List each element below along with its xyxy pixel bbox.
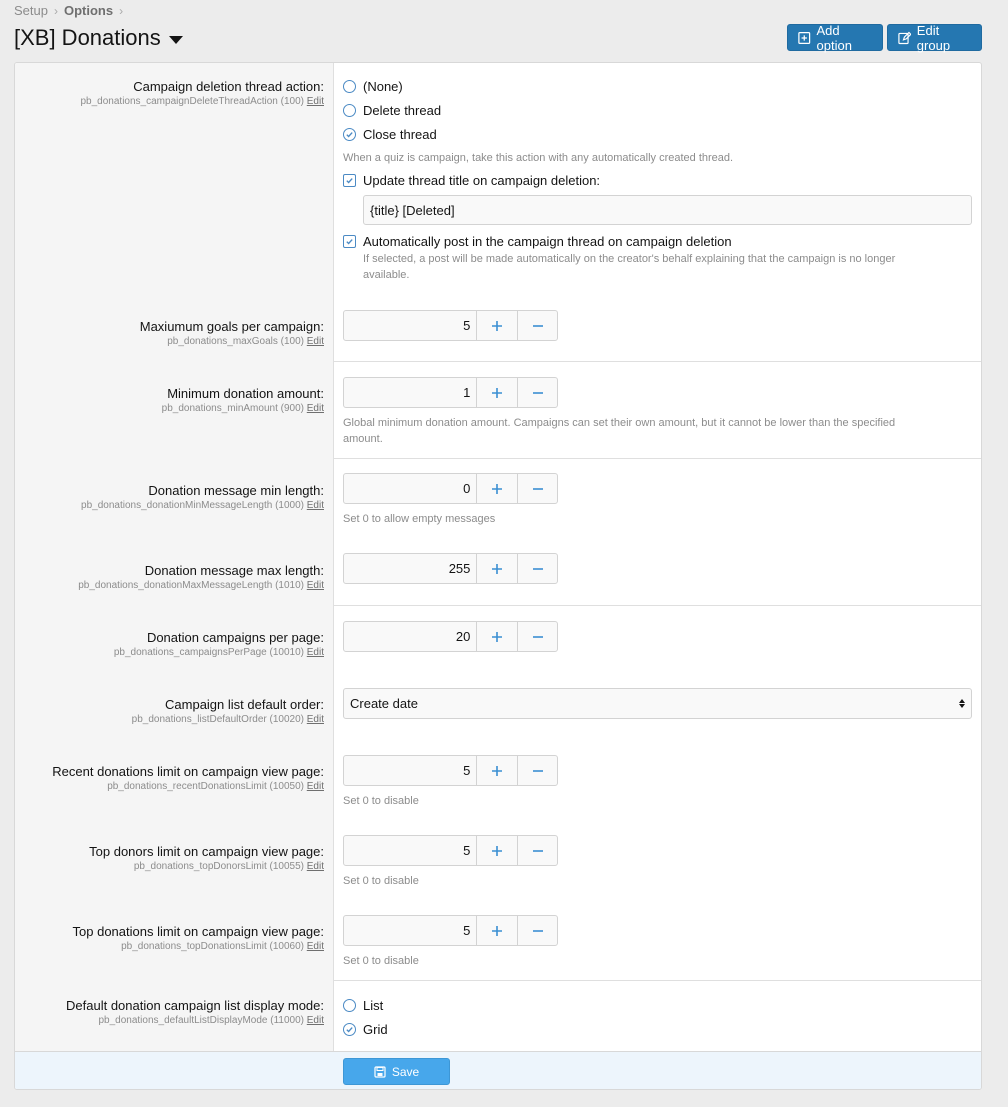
- option-label-block: [114, 630, 324, 658]
- top-donors-limit-stepper: [343, 835, 558, 866]
- option-hint: When a quiz is campaign, take this action with any automatically created thread.: [343, 152, 734, 164]
- recent-donations-limit-stepper: [343, 755, 558, 786]
- save-icon: [374, 1066, 386, 1078]
- minus-icon: [532, 925, 544, 937]
- increment-button[interactable]: [477, 378, 517, 407]
- option-key: pb_donations_minAmount (900) Edit: [161, 403, 324, 414]
- options-panel: [14, 62, 982, 1090]
- increment-button[interactable]: [477, 916, 517, 945]
- option-label-block: [66, 998, 324, 1026]
- radio-checked-icon: [343, 1023, 356, 1036]
- option-key: pb_donations_defaultListDisplayMode (11000) Edit: [98, 1015, 324, 1026]
- radio-option-grid[interactable]: Grid: [343, 1022, 388, 1037]
- min-message-length-stepper: [343, 473, 558, 504]
- decrement-button[interactable]: [517, 756, 557, 785]
- minus-icon: [532, 320, 544, 332]
- option-hint: Global minimum donation amount. Campaigns can set their own amount, but it cannot be lower than the specified amount.: [343, 417, 896, 445]
- option-label-block: [132, 697, 324, 725]
- edit-link[interactable]: Edit: [306, 647, 324, 658]
- option-key: pb_donations_campaignsPerPage (10010) Edit: [113, 647, 324, 658]
- option-label: Donation campaigns per page:: [146, 630, 324, 645]
- edit-link[interactable]: Edit: [306, 941, 324, 952]
- decrement-button[interactable]: [517, 378, 557, 407]
- edit-link[interactable]: Edit: [306, 714, 324, 725]
- stepper-value[interactable]: 5: [344, 756, 477, 785]
- default-order-select[interactable]: [343, 688, 972, 719]
- option-hint: Set 0 to disable: [343, 875, 419, 887]
- radio-unchecked-icon: [343, 104, 356, 117]
- max-goals-stepper: [343, 310, 558, 341]
- page-title-text: [XB] Donations: [14, 25, 161, 50]
- stepper-value[interactable]: 255: [344, 554, 477, 583]
- divider: [334, 980, 982, 981]
- edit-link[interactable]: Edit: [306, 336, 324, 347]
- radio-option-delete-thread[interactable]: Delete thread: [343, 103, 441, 118]
- plus-icon: [491, 320, 503, 332]
- divider: [334, 361, 982, 362]
- increment-button[interactable]: [477, 836, 517, 865]
- edit-link[interactable]: Edit: [306, 861, 324, 872]
- decrement-button[interactable]: [517, 311, 557, 340]
- breadcrumb: [14, 3, 123, 18]
- edit-icon: [898, 31, 911, 45]
- option-label-block: [81, 483, 324, 511]
- divider: [334, 605, 982, 606]
- plus-icon: [491, 925, 503, 937]
- radio-option-list[interactable]: List: [343, 998, 383, 1013]
- add-option-label: Add option: [816, 22, 852, 53]
- plus-icon: [491, 387, 503, 399]
- option-key: pb_donations_topDonorsLimit (10055) Edit: [133, 861, 324, 872]
- edit-group-button[interactable]: [887, 24, 982, 51]
- edit-link[interactable]: Edit: [306, 500, 324, 511]
- option-label: Top donors limit on campaign view page:: [89, 844, 324, 859]
- plus-icon: [491, 563, 503, 575]
- option-key: pb_donations_recentDonationsLimit (10050) Edit: [107, 781, 324, 792]
- option-hint: Set 0 to disable: [343, 795, 419, 807]
- edit-link[interactable]: Edit: [306, 580, 324, 591]
- chevron-right-icon: ›: [53, 3, 58, 18]
- option-label: Donation message max length:: [144, 563, 324, 578]
- max-message-length-stepper: [343, 553, 558, 584]
- option-label-block: [162, 386, 324, 414]
- edit-link[interactable]: Edit: [306, 781, 324, 792]
- stepper-value[interactable]: 5: [344, 311, 477, 340]
- top-donations-limit-stepper: [343, 915, 558, 946]
- form-footer: [15, 1051, 981, 1090]
- plus-icon: [491, 845, 503, 857]
- option-label-block: [78, 563, 324, 591]
- option-label-block: [81, 79, 325, 107]
- select-arrows-icon: [959, 699, 965, 708]
- option-label: Donation message min length:: [148, 483, 324, 498]
- radio-option-none[interactable]: (None): [343, 79, 403, 94]
- option-hint: If selected, a post will be made automatically on the creator's behalf explaining that the campaign is no longer available.: [363, 253, 896, 281]
- stepper-value[interactable]: 5: [344, 916, 477, 945]
- option-label-block: [73, 924, 324, 952]
- option-label-block: [89, 844, 324, 872]
- checkbox-checked-icon: [343, 174, 356, 187]
- plus-icon: [491, 631, 503, 643]
- page-title[interactable]: [14, 25, 183, 51]
- breadcrumb-options[interactable]: Options: [63, 3, 114, 18]
- option-label: Minimum donation amount:: [167, 386, 324, 401]
- edit-link[interactable]: Edit: [306, 403, 324, 414]
- save-button[interactable]: [343, 1058, 450, 1085]
- option-key: pb_donations_maxGoals (100) Edit: [167, 336, 324, 347]
- plus-icon: [491, 483, 503, 495]
- radio-unchecked-icon: [343, 999, 356, 1012]
- auto-post-checkbox[interactable]: Automatically post in the campaign thread on campaign deletion: [343, 234, 732, 249]
- plus-icon: [491, 765, 503, 777]
- option-label: Recent donations limit on campaign view page:: [52, 764, 324, 779]
- checkbox-checked-icon: [343, 235, 356, 248]
- radio-unchecked-icon: [343, 80, 356, 93]
- campaigns-per-page-stepper: [343, 621, 558, 652]
- option-key: pb_donations_donationMaxMessageLength (1010) Edit: [78, 580, 324, 591]
- minus-icon: [532, 483, 544, 495]
- increment-button[interactable]: [477, 554, 517, 583]
- decrement-button[interactable]: [517, 836, 557, 865]
- option-label: Campaign deletion thread action:: [133, 79, 324, 94]
- minus-icon: [532, 563, 544, 575]
- edit-group-label: Edit group: [916, 22, 951, 53]
- option-key: pb_donations_donationMinMessageLength (1000) Edit: [81, 500, 324, 511]
- add-option-button[interactable]: [787, 24, 883, 51]
- stepper-value[interactable]: 1: [344, 378, 477, 407]
- minus-icon: [532, 631, 544, 643]
- radio-option-close-thread[interactable]: Close thread: [343, 127, 437, 142]
- plus-square-icon: [798, 31, 811, 45]
- stepper-value[interactable]: 20: [344, 622, 477, 651]
- option-key: pb_donations_listDefaultOrder (10020) Edit: [131, 714, 324, 725]
- decrement-button[interactable]: [517, 622, 557, 651]
- increment-button[interactable]: [477, 311, 517, 340]
- increment-button[interactable]: [477, 622, 517, 651]
- option-label: Campaign list default order:: [165, 697, 324, 712]
- option-label: Top donations limit on campaign view page:: [72, 924, 324, 939]
- stepper-value[interactable]: 0: [344, 474, 477, 503]
- decrement-button[interactable]: [517, 474, 557, 503]
- caret-down-icon: [169, 36, 183, 44]
- option-label: Maxiumum goals per campaign:: [139, 319, 324, 334]
- option-label-block: [140, 319, 324, 347]
- option-hint: Set 0 to disable: [343, 955, 419, 967]
- minus-icon: [532, 765, 544, 777]
- edit-link[interactable]: Edit: [306, 96, 324, 107]
- chevron-right-icon: ›: [119, 3, 124, 18]
- decrement-button[interactable]: [517, 554, 557, 583]
- decrement-button[interactable]: [517, 916, 557, 945]
- increment-button[interactable]: [477, 474, 517, 503]
- labels-column: [15, 63, 334, 1051]
- minus-icon: [532, 387, 544, 399]
- update-title-checkbox[interactable]: Update thread title on campaign deletion:: [343, 173, 600, 188]
- increment-button[interactable]: [477, 756, 517, 785]
- option-label-block: [52, 764, 324, 792]
- option-label: Default donation campaign list display mode:: [66, 998, 324, 1013]
- divider: [334, 458, 982, 459]
- edit-link[interactable]: Edit: [306, 1015, 324, 1026]
- deleted-title-input[interactable]: {title} [Deleted]: [363, 195, 972, 225]
- option-key: pb_donations_campaignDeleteThreadAction (100) Edit: [80, 96, 324, 107]
- min-amount-stepper: [343, 377, 558, 408]
- minus-icon: [532, 845, 544, 857]
- save-label: Save: [391, 1064, 420, 1079]
- radio-checked-icon: [343, 128, 356, 141]
- stepper-value[interactable]: 5: [344, 836, 477, 865]
- option-key: pb_donations_topDonationsLimit (10060) Edit: [121, 941, 324, 952]
- breadcrumb-setup[interactable]: Setup: [14, 3, 48, 18]
- select-value: Create date: [350, 696, 418, 711]
- option-hint: Set 0 to allow empty messages: [343, 513, 496, 525]
